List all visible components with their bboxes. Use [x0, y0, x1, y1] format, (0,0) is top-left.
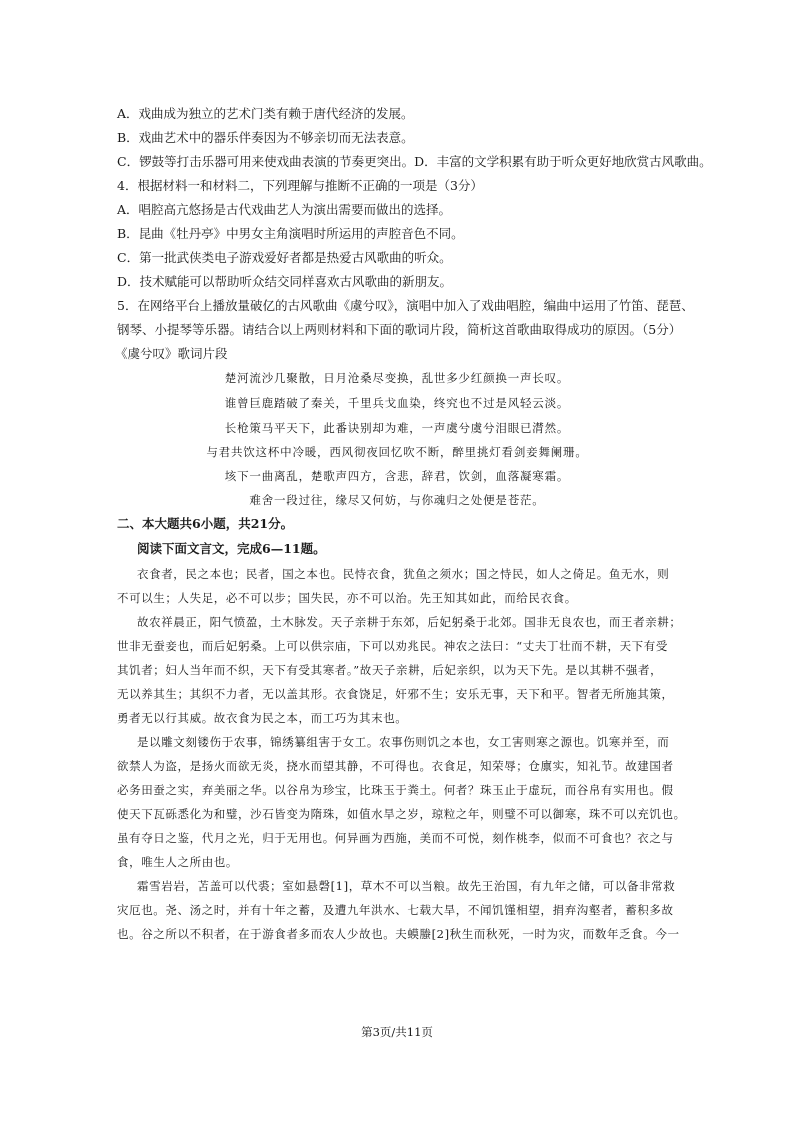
passage-line: 不可以生；人失足，必不可以步；国失民，亦不可以治。先王知其如此，而给民衣食。	[117, 591, 577, 605]
passage-line: 霜雪岩岩，苫盖可以代裘；室如悬磬[1]，草木不可以当粮。故先王治国，有九年之储，可以备非常救	[137, 879, 676, 893]
lyrics-title: 《虞兮叹》歌词片段	[115, 346, 228, 361]
q3-option-b: B．戏曲艺术中的器乐伴奏因为不够亲切而无法表意。	[117, 130, 414, 145]
passage-line: 使天下瓦砾悉化为和璧，沙石皆变为隋珠，如值水旱之岁，琼粒之年，则璧不可以御寒，珠不可以充饥也。	[117, 807, 686, 821]
q5-stem-line: 钢琴、小提琴等乐器。请结合以上两则材料和下面的歌词片段，简析这首歌曲取得成功的原因。（5分）	[117, 322, 682, 337]
passage-line: 故农祥晨正，阳气愤盈，土木脉发。天子亲耕于东郊，后妃躬桑于北郊。国非无良农也，而王者亲耕；	[137, 615, 682, 629]
passage-line: 无以养其生；其织不力者，无以盖其形。衣食饶足，奸邪不生；安乐无事，天下和平。智者无所施其策，	[117, 687, 674, 701]
lyric-line: 难舍一段过往，缘尽又何妨，与你魂归之处便是苍茫。	[249, 493, 545, 507]
passage-line: 其饥者；妇人当年而不织，天下有受其寒者。”故天子亲耕，后妃亲织，以为天下先。是以其耕不强者，	[117, 663, 663, 677]
q4-option-b: B．昆曲《牡丹亭》中男女主角演唱时所运用的声腔音色不同。	[117, 226, 464, 241]
passage-line: 衣食者，民之本也；民者，国之本也。民恃衣食，犹鱼之须水；国之恃民，如人之倚足。鱼无水，则	[137, 567, 670, 581]
lyric-line: 与君共饮这杯中冷暖，西风彻夜回忆吹不断，醉里挑灯看剑妾舞阑珊。	[206, 445, 588, 459]
passage-line: 是以雕文刻镂伤于农事，锦绣纂组害于女工。农事伤则饥之本也，女工害则寒之源也。饥寒并至，而	[137, 735, 670, 749]
q4-option-c: C．第一批武侠类电子游戏爱好者都是热爱古风歌曲的听众。	[117, 250, 452, 265]
q4-option-a: A．唱腔高亢悠扬是古代戏曲艺人为演出需要而做出的选择。	[117, 202, 452, 217]
section-heading: 二、本大题共6小题，共21分。	[117, 516, 294, 531]
passage-line: 也。谷之所以不积者，在于游食者多而农人少故也。夫蟆螣[2]秋生而秋死，一时为灾，而数年乏食。今一	[117, 927, 680, 941]
passage-line: 世非无蚕妾也，而后妃躬桑。上可以供宗庙，下可以劝兆民。神农之法曰：“丈夫丁壮而不耕，天下有受	[117, 639, 668, 653]
lyric-line: 楚河流沙几聚散，日月沧桑尽变换，乱世多少红颜换一声长叹。	[224, 371, 570, 385]
q4-option-d: D．技术赋能可以帮助听众结交同样喜欢古风歌曲的新朋友。	[117, 274, 453, 289]
passage-line: 虽有夺日之鉴，代月之光，归于无用也。何异画为西施，美而不可悦，刻作桃李，似而不可食也？衣之与	[117, 831, 674, 845]
reading-instruction: 阅读下面文言文，完成6—11题。	[137, 541, 326, 556]
q3-option-a: A．戏曲成为独立的艺术门类有赖于唐代经济的发展。	[117, 106, 414, 121]
q4-stem: 4．根据材料一和材料二，下列理解与推断不正确的一项是（3分）	[117, 178, 483, 193]
lyric-line: 谁曾巨鹿踏破了秦关，千里兵戈血染，终究也不过是风轻云淡。	[224, 396, 570, 410]
passage-line: 欲禁人为盗，是扬火而欲无炎，挠水而望其静，不可得也。衣食足，知荣辱；仓廪实，知礼节。故建国者	[117, 759, 674, 773]
passage-line: 必务田蚕之实，弃美丽之华。以谷帛为珍宝，比珠玉于粪土。何者？珠玉止于虚玩，而谷帛有实用也。假	[117, 783, 674, 797]
lyric-line: 垓下一曲离乱，楚歌声四方，含悲，辞君，饮剑，血落凝寒霜。	[224, 469, 570, 483]
passage-line: 勇者无以行其威。故衣食为民之本，而工巧为其末也。	[117, 711, 408, 725]
page-number: 第3页/共11页	[361, 1025, 433, 1039]
passage-line: 灾厄也。尧、汤之时，并有十年之蓄，及遭九年洪水、七载大旱，不闻饥馑相望，捐弃沟壑者，蓄积多故	[117, 903, 674, 917]
q3-option-cd: C．锣鼓等打击乐器可用来使戏曲表演的节奏更突出。D．丰富的文学积累有助于听众更好地欣赏古风歌曲。	[117, 154, 712, 169]
passage-line: 食，唯生人之所由也。	[117, 855, 238, 869]
q5-stem-line: 5．在网络平台上播放量破亿的古风歌曲《虞兮叹》，演唱中加入了戏曲唱腔，编曲中运用了竹笛、琵琶、	[117, 298, 694, 313]
lyric-line: 长枪策马平天下，此番诀别却为难，一声虞兮虞兮泪眼已潸然。	[224, 421, 570, 435]
